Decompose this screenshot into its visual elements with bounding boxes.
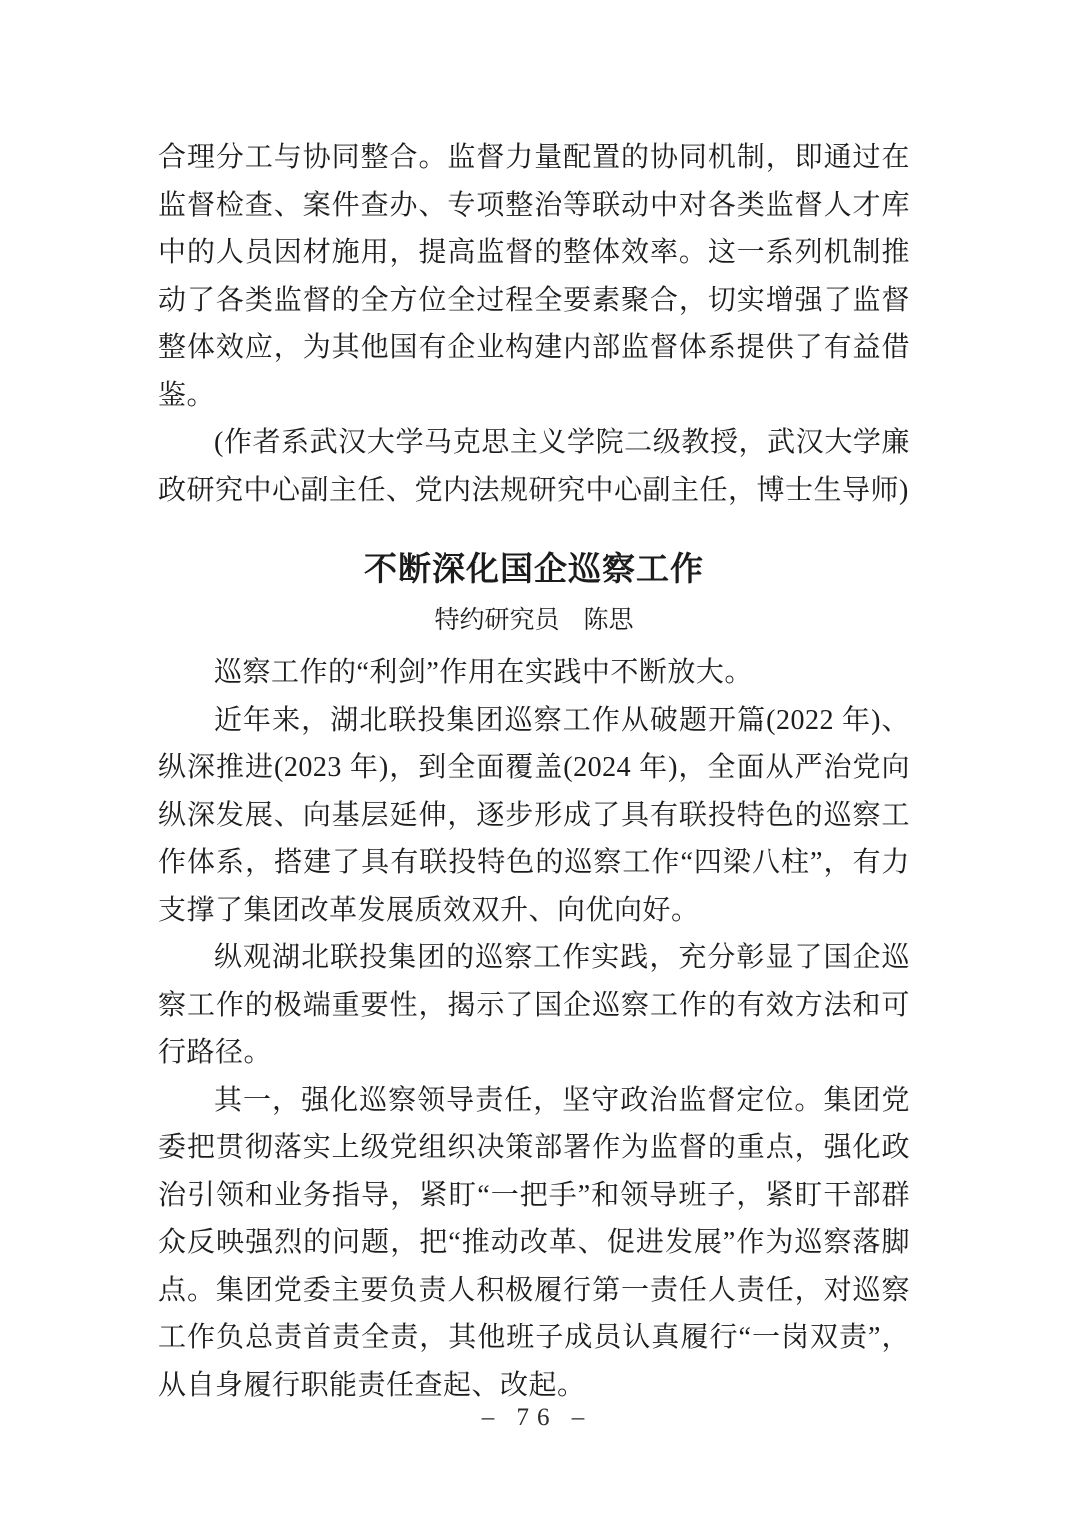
page-number: – 76 – — [481, 1404, 593, 1431]
byline-author-name: 陈思 — [583, 607, 634, 634]
article-title: 不断深化国企巡察工作 — [364, 550, 704, 587]
body-paragraph-3: 纵观湖北联投集团的巡察工作实践，充分彰显了国企巡察工作的极端重要性，揭示了国企巡察工作的有效方法和可行路径。 — [158, 942, 910, 1068]
body-paragraph-2: 近年来，湖北联投集团巡察工作从破题开篇(2022 年)、纵深推进(2023 年)，到全面覆盖(2024 年)，全面从严治党向纵深发展、向基层延伸，逐步形成了具有联投特色的巡察工作体系，搭建了具有联投特色的巡察工作“四梁八柱”，有力支撑了集团改革发展质效双升、向优向好。 — [158, 704, 910, 926]
article-byline — [158, 596, 910, 645]
author-attribution: (作者系武汉大学马克思主义学院二级教授，武汉大学廉政研究中心副主任、党内法规研究中心副主任，博士生导师) — [158, 427, 910, 506]
body-paragraph-4: 其一，强化巡察领导责任，坚守政治监督定位。集团党委把贯彻落实上级党组织决策部署作为监督的重点，强化政治引领和业务指导，紧盯“一把手”和领导班子，紧盯干部群众反映强烈的问题，把“推动改革、促进发展”作为巡察落脚点。集团党委主要负责人积极履行第一责任人责任，对巡察工作负总责首责全责，其他班子成员认真履行“一岗双责”，从自身履行职能责任查起、改起。 — [158, 1084, 910, 1401]
page-content — [158, 134, 910, 1409]
byline-role: 特约研究员 — [434, 607, 560, 634]
body-paragraph-1: 巡察工作的“利剑”作用在实践中不断放大。 — [214, 657, 753, 688]
continuation-paragraph: 合理分工与协同整合。监督力量配置的协同机制，即通过在监督检查、案件查办、专项整治等联动中对各类监督人才库中的人员因材施用，提高监督的整体效率。这一系列机制推动了各类监督的全方位全过程全要素聚合，切实增强了监督整体效应，为其他国有企业构建内部监督体系提供了有益借鉴。 — [158, 142, 910, 411]
